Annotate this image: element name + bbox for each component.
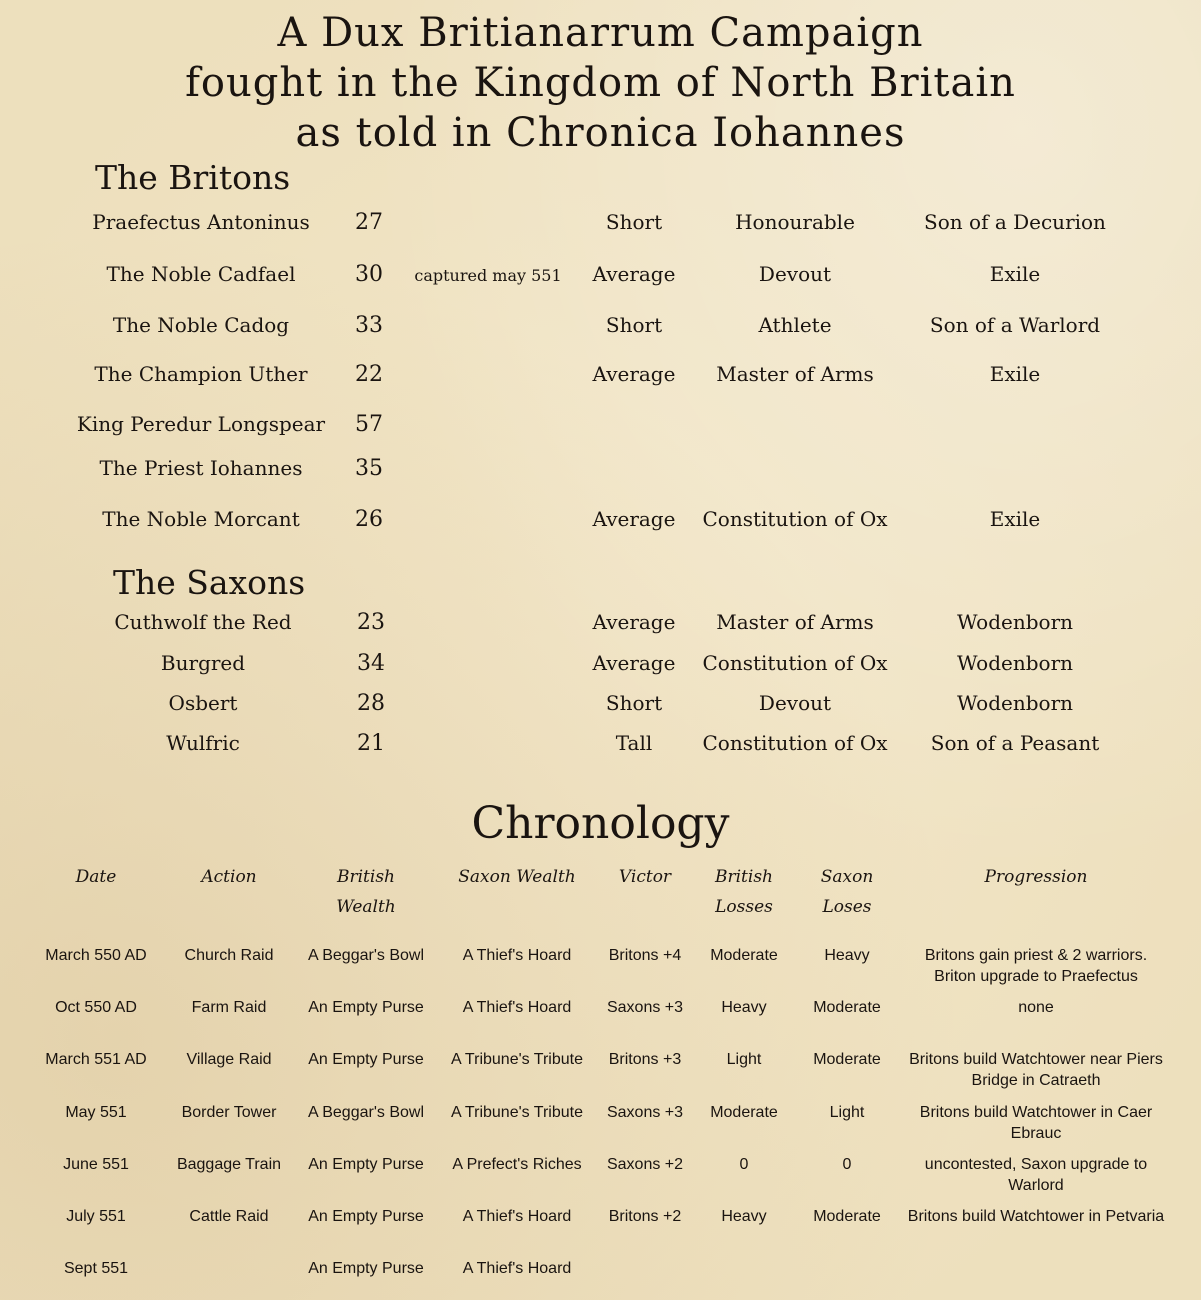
character-name: Burgred — [160, 651, 246, 675]
table-cell-bl: Light — [726, 1051, 762, 1068]
character-name: The Noble Cadog — [112, 313, 290, 337]
table-cell-sw: A Thief's Hoard — [462, 947, 572, 964]
table-cell-victor: Britons +2 — [608, 1208, 682, 1225]
table-cell-prog: none — [1018, 999, 1054, 1016]
character-age: 30 — [355, 262, 383, 287]
character-name: King Peredur Longspear — [76, 412, 326, 436]
character-height: Tall — [615, 731, 653, 755]
table-cell-date: June 551 — [63, 1156, 129, 1173]
character-trait: Constitution of Ox — [702, 651, 888, 675]
character-height: Short — [605, 691, 663, 715]
table-cell-victor: Saxons +3 — [606, 999, 684, 1016]
table-cell-bw: A Beggar's Bowl — [307, 1104, 424, 1121]
character-height: Average — [592, 362, 676, 386]
character-height: Short — [605, 313, 663, 337]
table-cell-prog: uncontested, Saxon upgrade to Warlord — [924, 1156, 1148, 1194]
title-line-1: A Dux Britianarrum Campaign — [277, 10, 924, 56]
table-cell-prog: Britons build Watchtower in Caer Ebrauc — [919, 1104, 1153, 1142]
table-cell-sl: Moderate — [813, 1208, 881, 1225]
character-age: 28 — [357, 691, 385, 716]
table-cell-victor: Saxons +2 — [606, 1156, 684, 1173]
table-cell-bw: An Empty Purse — [308, 1208, 424, 1225]
table-cell-bl: 0 — [739, 1156, 749, 1173]
character-name: Osbert — [168, 691, 238, 715]
header-british-losses: British Losses — [715, 867, 773, 917]
table-cell-date: Oct 550 AD — [55, 999, 137, 1016]
saxons-heading: The Saxons — [113, 563, 306, 602]
header-action: Action — [201, 867, 257, 887]
chronology-heading: Chronology — [471, 798, 730, 849]
table-cell-bl: Moderate — [710, 1104, 778, 1121]
character-origin: Exile — [989, 262, 1041, 286]
character-trait: Honourable — [735, 210, 855, 234]
character-origin: Exile — [989, 507, 1041, 531]
title-line-2: fought in the Kingdom of North Britain — [185, 60, 1016, 106]
table-cell-bw: An Empty Purse — [308, 1260, 424, 1277]
table-cell-bl: Moderate — [710, 947, 778, 964]
character-origin: Son of a Peasant — [930, 731, 1100, 755]
character-origin: Wodenborn — [956, 610, 1074, 634]
table-cell-victor: Britons +3 — [608, 1051, 682, 1068]
character-trait: Devout — [758, 262, 832, 286]
table-cell-sw: A Thief's Hoard — [462, 999, 572, 1016]
table-cell-sl: Moderate — [813, 999, 881, 1016]
character-age: 35 — [355, 456, 383, 481]
character-name: The Champion Uther — [94, 362, 308, 386]
character-name: Cuthwolf the Red — [114, 610, 292, 634]
character-note: captured may 551 — [414, 266, 562, 285]
table-cell-bl: Heavy — [721, 999, 767, 1016]
header-victor: Victor — [618, 867, 672, 887]
header-date: Date — [75, 867, 117, 887]
table-cell-sl: 0 — [842, 1156, 852, 1173]
character-age: 27 — [355, 210, 383, 235]
table-cell-sw: A Thief's Hoard — [462, 1208, 572, 1225]
table-cell-bl: Heavy — [721, 1208, 767, 1225]
header-saxon-wealth: Saxon Wealth — [458, 867, 576, 887]
table-cell-bw: An Empty Purse — [308, 999, 424, 1016]
character-height: Short — [605, 210, 663, 234]
character-age: 33 — [355, 313, 383, 338]
header-progression: Progression — [984, 867, 1088, 887]
britons-heading: The Britons — [95, 158, 291, 197]
character-trait: Athlete — [758, 313, 832, 337]
table-cell-date: May 551 — [65, 1104, 127, 1121]
character-origin: Son of a Warlord — [929, 313, 1101, 337]
table-cell-date: March 550 AD — [45, 947, 147, 964]
character-name: The Noble Morcant — [102, 507, 300, 531]
table-cell-action: Cattle Raid — [189, 1208, 269, 1225]
character-age: 22 — [355, 362, 383, 387]
table-cell-action: Village Raid — [186, 1051, 272, 1068]
character-origin: Exile — [989, 362, 1041, 386]
table-cell-action: Church Raid — [184, 947, 274, 964]
table-cell-date: March 551 AD — [45, 1051, 147, 1068]
character-trait: Constitution of Ox — [702, 507, 888, 531]
table-cell-date: July 551 — [66, 1208, 126, 1225]
character-height: Average — [592, 610, 676, 634]
character-origin: Son of a Decurion — [924, 210, 1106, 234]
character-age: 23 — [357, 610, 385, 635]
table-cell-prog: Britons gain priest & 2 warriors. Briton upgrade to Praefectus — [924, 947, 1148, 985]
table-cell-prog: Britons build Watchtower in Petvaria — [907, 1208, 1165, 1225]
table-cell-action: Baggage Train — [176, 1156, 282, 1173]
table-cell-bw: An Empty Purse — [308, 1156, 424, 1173]
character-name: The Noble Cadfael — [106, 262, 296, 286]
table-cell-sw: A Tribune's Tribute — [450, 1051, 583, 1068]
character-trait: Master of Arms — [716, 610, 874, 634]
character-height: Average — [592, 507, 676, 531]
table-cell-sl: Heavy — [824, 947, 870, 964]
table-cell-victor: Britons +4 — [608, 947, 682, 964]
header-saxon-loses: Saxon Loses — [820, 867, 874, 917]
table-cell-victor: Saxons +3 — [606, 1104, 684, 1121]
character-trait: Devout — [758, 691, 832, 715]
header-british-wealth: British Wealth — [336, 867, 396, 917]
table-cell-sw: A Tribune's Tribute — [450, 1104, 583, 1121]
character-age: 26 — [355, 507, 383, 532]
table-cell-sw: A Prefect's Riches — [452, 1156, 582, 1173]
table-cell-sl: Light — [829, 1104, 865, 1121]
table-cell-action: Border Tower — [181, 1104, 277, 1121]
character-name: The Priest Iohannes — [99, 456, 303, 480]
character-origin: Wodenborn — [956, 691, 1074, 715]
character-age: 21 — [357, 731, 385, 756]
character-trait: Constitution of Ox — [702, 731, 888, 755]
character-height: Average — [592, 262, 676, 286]
character-name: Wulfric — [166, 731, 240, 755]
table-cell-action: Farm Raid — [191, 999, 267, 1016]
table-cell-sl: Moderate — [813, 1051, 881, 1068]
table-cell-prog: Britons build Watchtower near Piers Bridge in Catraeth — [909, 1051, 1163, 1089]
table-cell-sw: A Thief's Hoard — [462, 1260, 572, 1277]
table-cell-date: Sept 551 — [63, 1260, 129, 1277]
table-cell-bw: A Beggar's Bowl — [307, 947, 424, 964]
character-height: Average — [592, 651, 676, 675]
character-trait: Master of Arms — [716, 362, 874, 386]
character-origin: Wodenborn — [956, 651, 1074, 675]
character-name: Praefectus Antoninus — [92, 210, 310, 234]
title-line-3: as told in Chronica Iohannes — [295, 110, 906, 156]
table-cell-bw: An Empty Purse — [308, 1051, 424, 1068]
character-age: 34 — [357, 651, 385, 676]
character-age: 57 — [355, 412, 383, 437]
